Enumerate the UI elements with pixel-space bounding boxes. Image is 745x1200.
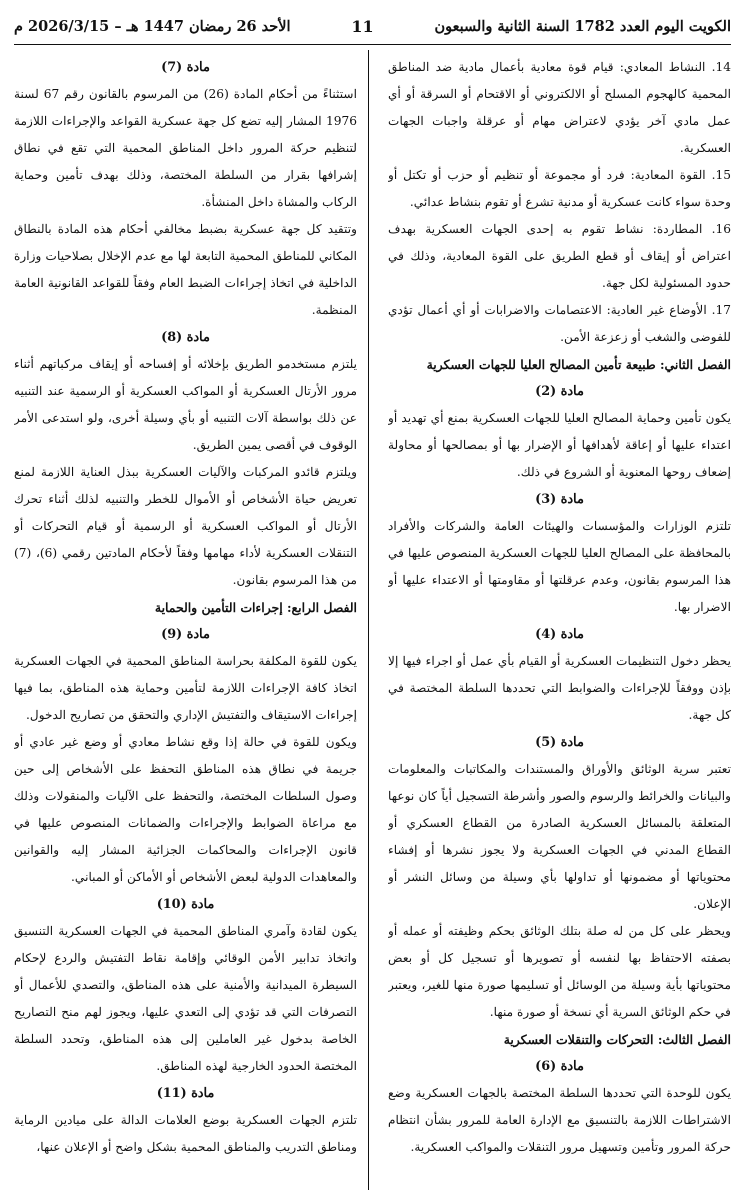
paragraph: تلتزم الجهات العسكرية بوضع العلامات الدالة على ميادين الرماية ومناطق التدريب والمناطق المحمية بشكل واضح أو الإعلان عنها، xyxy=(14,1113,357,1154)
header-date: الأحد 26 رمضان 1447 هـ – 2026/3/15 م xyxy=(14,17,291,35)
column-divider xyxy=(368,50,369,1190)
paragraph: 15. القوة المعادية: فرد أو مجموعة أو تنظيم أو حزب أو تكتل أو وحدة سواء كانت عسكرية أو مدنية تشرع أو تقوم بنشاط عدائي. xyxy=(388,168,731,209)
right-column xyxy=(388,54,731,1190)
chapter-heading: الفصل الرابع: إجراءات التأمين والحماية xyxy=(154,600,357,615)
paragraph: استثناءً من أحكام المادة (26) من المرسوم بالقانون رقم 67 لسنة 1976 المشار إليه تضع كل جهة عسكرية القواعد والإجراءات اللازمة لتنظيم حركة المرور داخل المناطق المحمية التي تقع في نطاق إشرافها بقرار من السلطة المختصة، وذلك بهدف تأمين وحماية الركاب والمشاة داخل المنشأة. xyxy=(14,87,357,209)
article-heading: مادة (6) xyxy=(535,1059,584,1074)
paragraph: يلتزم مستخدمو الطريق بإخلائه أو إفساحه أو إيقاف مركباتهم أثناء مرور الأرتال العسكرية أو المواكب العسكرية أو الرسمية عند التنبيه عن ذلك بواسطة آلات التنبيه أو بأي وسيلة أخرى، ولو استدعى الأمر الوقوف في أقصى يمين الطريق. xyxy=(14,357,357,452)
article-heading: مادة (2) xyxy=(535,384,584,399)
page-header xyxy=(14,12,731,40)
paragraph: يكون لقادة وآمري المناطق المحمية في الجهات العسكرية التنسيق واتخاذ تدابير الأمن الوقائي وإقامة نقاط التفتيش والردع لإحكام السيطرة الميدانية والأمنية على هذه المناطق، والتصدي للأعمال أو التصرفات التي قد تؤدي إلى التعدي عليها، ويجوز لهم منح التصاريح الخاصة بدخول غير العاملين إلى هذه المناطق، وتحدد السلطة المختصة الحدود الخارجية لهذه المناطق. xyxy=(14,924,357,1073)
chapter-heading: الفصل الثالث: التحركات والتنقلات العسكرية xyxy=(503,1032,731,1047)
article-heading: مادة (8) xyxy=(161,330,210,345)
paragraph: يكون تأمين وحماية المصالح العليا للجهات العسكرية بمنع أي تهديد أو اعتداء عليها أو إعاقة لأهدافها أو الإضرار بها أو بمصالحها أو محاولة إضعاف روحها المعنوية أو الشروع في ذلك. xyxy=(388,411,731,479)
paragraph: يكون للوحدة التي تحددها السلطة المختصة بالجهات العسكرية وضع الاشتراطات اللازمة بالتنسيق مع الإدارة العامة للمرور بشأن انتظام حركة المرور وتأمين وتسهيل مرور التنقلات والمواكب العسكرية. xyxy=(388,1086,731,1154)
paragraph: تلتزم الوزارات والمؤسسات والهيئات العامة والشركات والأفراد بالمحافظة على المصالح العليا للجهات العسكرية المنصوص عليها في هذا المرسوم بقانون، وعدم عرقلتها أو مقاومتها أو الاعتداء عليها أو الاضرار بها. xyxy=(388,519,731,614)
article-heading: مادة (3) xyxy=(535,492,584,507)
article-heading: مادة (5) xyxy=(535,735,584,750)
header-rule xyxy=(14,44,731,45)
article-heading: مادة (10) xyxy=(156,897,215,912)
article-heading: مادة (7) xyxy=(161,60,210,75)
paragraph: ويلتزم قائدو المركبات والآليات العسكرية ببذل العناية اللازمة لمنع تعريض حياة الأشخاص أو الأموال للخطر والتنبيه لذلك أثناء تحرك الأرتال أو المواكب العسكرية أو الرسمية أو قيام التحركات أو التنقلات العسكرية لأداء مهامها وفقاً لأحكام المادتين رقمي (6)، (7) من هذا المرسوم بقانون. xyxy=(14,465,357,587)
paragraph: يكون للقوة المكلفة بحراسة المناطق المحمية في الجهات العسكرية اتخاذ كافة الإجراءات اللازمة لتأمين وحماية هذه المناطق، بما فيها إجراءات الاستيقاف والتفتيش الإداري والتحقق من تصاريح الدخول. xyxy=(14,654,357,722)
article-heading: مادة (4) xyxy=(535,627,584,642)
left-column xyxy=(14,54,357,1190)
paragraph: يحظر دخول التنظيمات العسكرية أو القيام بأي عمل أو اجراء فيها إلا بإذن ووفقاً للإجراءات والضوابط التي تحددها السلطة المختصة في كل جهة. xyxy=(388,654,731,722)
paragraph: ويكون للقوة في حالة إذا وقع نشاط معادي أو وضع غير عادي أو جريمة في نطاق هذه المناطق التحفظ على الأشخاص إلى حين وصول السلطات المختصة، والتحفظ على الآليات والمنقولات وذلك مع مراعاة الضوابط والإجراءات والضمانات المنصوص عليها في قانون الإجراءات والمحاكمات الجزائية المشار إليه والقوانين والمعاهدات الدولية لبعض الأشخاص أو الأماكن أو المباني. xyxy=(14,735,357,884)
article-heading: مادة (11) xyxy=(156,1086,215,1101)
paragraph: تعتبر سرية الوثائق والأوراق والمستندات والمكاتبات والمعلومات والبيانات والخرائط والرسوم والصور وأشرطة التسجيل أياً كان نوعها المتعلقة بالمسائل العسكرية الصادرة من القطاع العسكري أو القطاع المدني في الجهات العسكرية ولا يجوز نشرها أو إفشاء محتوياتها أو مضمونها أو تداولها بأي وسيلة من وسائل النشر أو الإعلان. xyxy=(388,762,731,911)
paragraph: ويحظر على كل من له صلة بتلك الوثائق بحكم وظيفته أو عمله أو بصفته الاحتفاظ بها لنفسه أو تصويرها أو تسجيل كل أو بعض محتوياتها بأية وسيلة من الوسائل أو تسليمها صورة منها للغير، ويعتبر في حكم الوثائق السرية أي نسخة أو صورة منها. xyxy=(388,924,731,1019)
paragraph: 16. المطاردة: نشاط تقوم به إحدى الجهات العسكرية بهدف اعتراض أو إيقاف أو قطع الطريق على القوة المعادية، وذلك في حدود المسئولية لكل جهة. xyxy=(388,222,731,290)
paragraph: 14. النشاط المعادي: قيام قوة معادية بأعمال مادية ضد المناطق المحمية كالهجوم المسلح أو الالكتروني أو الاقتحام أو السرقة أو أي عمل مادي آخر يؤدي لاعتراض مهام أو عرقلة واجبات الجهات العسكرية. xyxy=(388,60,731,155)
paragraph: وتتقيد كل جهة عسكرية بضبط مخالفي أحكام هذه المادة بالنطاق المكاني للمناطق المحمية التابعة لها مع عدم الإخلال بصلاحيات وزارة الداخلية في اتخاذ إجراءات الضبط العام وفقاً للقواعد القانونية العامة المنظمة. xyxy=(14,222,357,317)
header-publication: الكويت اليوم العدد 1782 السنة الثانية والسبعون xyxy=(434,17,731,35)
article-heading: مادة (9) xyxy=(161,627,210,642)
paragraph: 17. الأوضاع غير العادية: الاعتصامات والاضرابات أو أي أعمال تؤدي للفوضى والشغب أو زعزعة الأمن. xyxy=(388,303,731,344)
page-number: 11 xyxy=(351,16,374,36)
chapter-heading: الفصل الثاني: طبيعة تأمين المصالح العليا للجهات العسكرية xyxy=(426,357,731,372)
